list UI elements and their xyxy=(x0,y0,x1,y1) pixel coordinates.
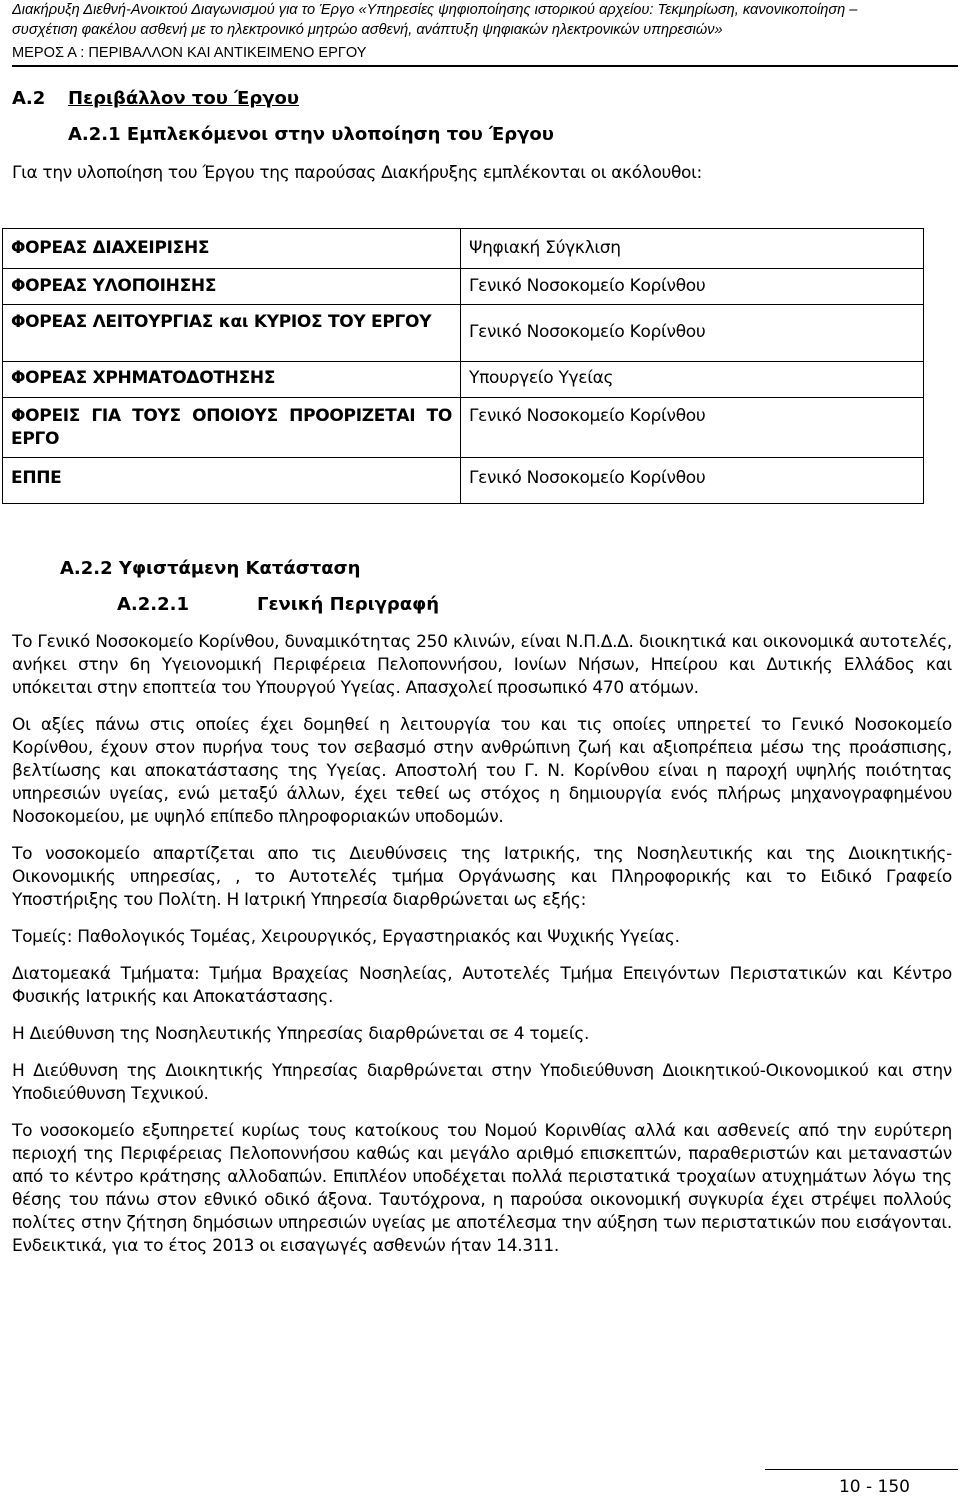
subsubsection-title: Γενική Περιγραφή xyxy=(257,594,440,615)
paragraph: Το νοσοκομείο εξυπηρετεί κυρίως τους κατοίκους του Νομού Κορινθίας αλλά και ασθενείς από την ευρύτερη περιοχή της Περιφέρειας Πελοποννήσου καθώς και μεγάλο αριθμό επισκεπτών, παραθεριστών και μεταναστών από το κέντρο κράτησης αλλοδαπών. Επιπλέον υποδέχεται πολλά περιστατικά τροχαίων ατυχημάτων λόγω της θέσης του πάνω στον εθνικό οδικό άξονα. Ταυτόχρονα, η παρούσα οικονομική συγκυρία έχει στρέψει πολλούς πολίτες στην ζήτηση δημόσιων υπηρεσιών υγείας με αποτέλεσμα την αύξηση των περιστατικών που εισάγονται. Ενδεικτικά, για το έτος 2013 οι εισαγωγές ασθενών ήταν 14.311. xyxy=(12,1121,952,1256)
table-value: Υπουργείο Υγείας xyxy=(461,362,924,398)
table-row xyxy=(3,305,924,362)
page-number: 10 - 150 xyxy=(838,1477,910,1497)
paragraph: Τομείς: Παθολογικός Τομέας, Χειρουργικός, Εργαστηριακός και Ψυχικής Υγείας. xyxy=(12,927,680,947)
table-value: Γενικό Νοσοκομείο Κορίνθου xyxy=(461,305,924,362)
table-key: ΦΟΡΕΑΣ ΛΕΙΤΟΥΡΓΙΑΣ και ΚΥΡΙΟΣ ΤΟΥ ΕΡΓΟΥ xyxy=(3,305,461,362)
table-key: ΦΟΡΕΑΣ ΧΡΗΜΑΤΟΔΟΤΗΣΗΣ xyxy=(3,362,461,398)
table-key: ΦΟΡΕΑΣ ΥΛΟΠΟΙΗΣΗΣ xyxy=(3,269,461,305)
table-key: ΦΟΡΕΙΣ ΓΙΑ ΤΟΥΣ ΟΠΟΙΟΥΣ ΠΡΟΟΡΙΖΕΤΑΙ ΤΟ ΕΡΓΟ xyxy=(3,398,461,458)
table-value: Γενικό Νοσοκομείο Κορίνθου xyxy=(461,269,924,305)
stakeholders-table xyxy=(2,228,924,504)
paragraph: Το νοσοκομείο απαρτίζεται απο τις Διευθύνσεις της Ιατρικής, της Νοσηλευτικής και της Διοικητικής-Οικονομικής υπηρεσίας, , το Αυτοτελές τμήμα Οργάνωσης και Πληροφορικής και το Ειδικό Γραφείο Υποστήριξης του Πολίτη. Η Ιατρική Υπηρεσία διαρθρώνεται ως εξής: xyxy=(12,844,952,910)
table-row xyxy=(3,229,924,269)
subsubsection-heading xyxy=(117,594,439,615)
intro-text: Για την υλοποίηση του Έργου της παρούσας Διακήρυξης εμπλέκονται οι ακόλουθοι: xyxy=(12,163,702,183)
paragraph: Οι αξίες πάνω στις οποίες έχει δομηθεί η λειτουργία του και τις οποίες υπηρετεί το Γενικό Νοσοκομείο Κορίνθου, έχουν στον πυρήνα τους τον σεβασμό στην ανθρώπινη ζωή και αξιοπρέπεια μέσω της προάσπισης, βελτίωσης και αποκατάστασης της Υγείας. Αποστολή του Γ. Ν. Κορίνθου είναι η παροχή υψηλής ποιότητας υπηρεσιών υγείας, ενώ μεταξύ άλλων, έχει τεθεί ως στόχος η δημιουργία ενός πλήρως μηχανογραφημένου Νοσοκομείου, με υψηλό επίπεδο πληροφοριακών υποδομών. xyxy=(12,715,952,827)
body-text xyxy=(12,631,952,1272)
table-value: Ψηφιακή Σύγκλιση xyxy=(461,229,924,269)
paragraph: Η Διεύθυνση της Διοικητικής Υπηρεσίας διαρθρώνεται στην Υποδιεύθυνση Διοικητικού-Οικονομικού και στην Υποδιεύθυνση Τεχνικού. xyxy=(12,1061,952,1104)
section-heading xyxy=(12,88,299,109)
running-header xyxy=(12,0,952,63)
section-title: Περιβάλλον του Έργου xyxy=(68,88,300,109)
subsubsection-number: Α.2.2.1 xyxy=(117,594,190,615)
table-row xyxy=(3,398,924,458)
paragraph: Το Γενικό Νοσοκομείο Κορίνθου, δυναμικότητας 250 κλινών, είναι Ν.Π.Δ.Δ. διοικητικά και οικονομικά αυτοτελές, ανήκει στην 6η Υγειονομική Περιφέρεια Πελοποννήσου, Ιονίων Νήσων, Ηπείρου και Δυτικής Ελλάδος και υπόκειται στην εποπτεία του Υπουργού Υγείας. Απασχολεί προσωπικό 470 ατόμων. xyxy=(12,632,952,698)
table-row xyxy=(3,458,924,504)
table-value: Γενικό Νοσοκομείο Κορίνθου xyxy=(461,458,924,504)
header-rule xyxy=(12,65,958,67)
section-number: Α.2 xyxy=(12,88,46,109)
paragraph: Διατομεακά Τμήματα: Τμήμα Βραχείας Νοσηλείας, Αυτοτελές Τμήμα Επειγόντων Περιστατικών και Κέντρο Φυσικής Ιατρικής και Αποκατάστασης. xyxy=(12,964,952,1007)
table-key: ΦΟΡΕΑΣ ΔΙΑΧΕΙΡΙΣΗΣ xyxy=(3,229,461,269)
subsection-heading: Α.2.1 Εμπλεκόμενοι στην υλοποίηση του Έργου xyxy=(68,124,554,145)
header-title-line-1: Διακήρυξη Διεθνή-Ανοικτού Διαγωνισμού για το Έργο «Υπηρεσίες ψηφιοποίησης ιστορικού αρχείου: Τεκμηρίωση, κανονικοποίηση – xyxy=(12,2,858,18)
header-title-line-2: συσχέτιση φακέλου ασθενή με το ηλεκτρονικό μητρώο ασθενή, ανάπτυξη ψηφιακών ηλεκτρονικών υπηρεσιών» xyxy=(12,22,723,38)
table-key: ΕΠΠΕ xyxy=(3,458,461,504)
table-value: Γενικό Νοσοκομείο Κορίνθου xyxy=(461,398,924,458)
table-row xyxy=(3,362,924,398)
footer-rule xyxy=(765,1469,958,1470)
subsection-heading-2: Α.2.2 Υφιστάμενη Κατάσταση xyxy=(60,558,361,579)
table-row xyxy=(3,269,924,305)
header-part: ΜΕΡΟΣ Α : ΠΕΡΙΒΑΛΛΟΝ ΚΑΙ ΑΝΤΙΚΕΙΜΕΝΟ ΕΡΓΟΥ xyxy=(12,45,367,61)
paragraph: Η Διεύθυνση της Νοσηλευτικής Υπηρεσίας διαρθρώνεται σε 4 τομείς. xyxy=(12,1024,590,1044)
